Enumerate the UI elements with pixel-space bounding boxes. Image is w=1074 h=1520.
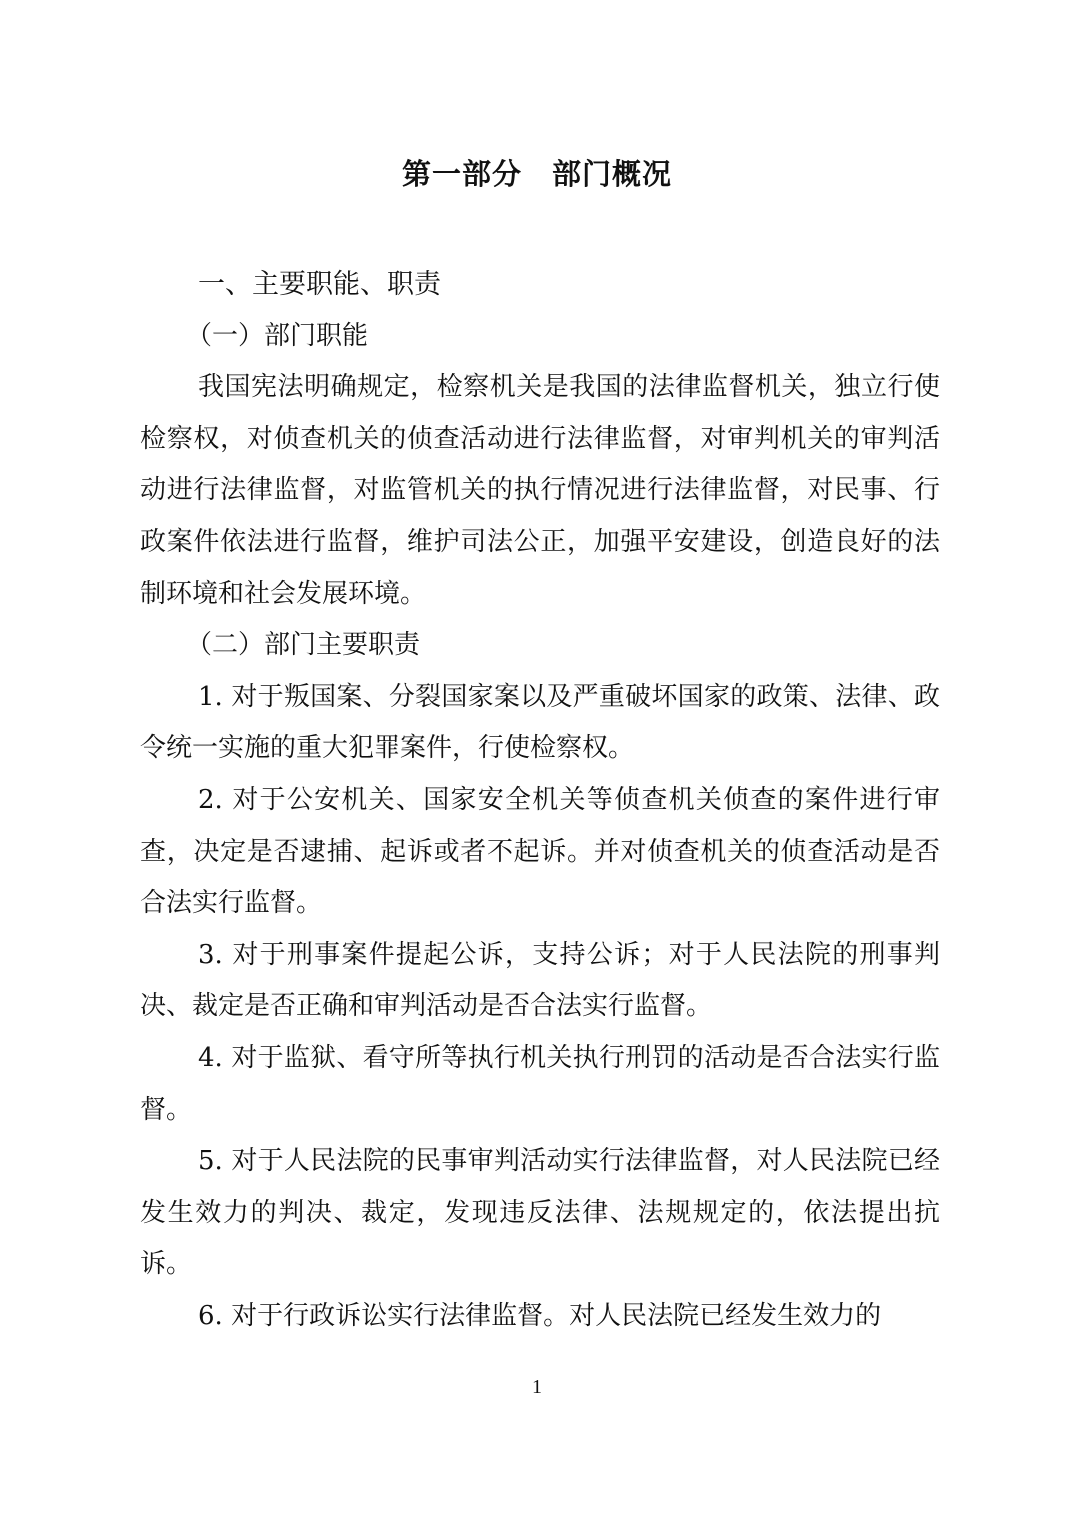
duty-item-6: 6. 对于行政诉讼实行法律监督。对人民法院已经发生效力的 xyxy=(198,1300,882,1331)
subsection-heading-duties: （二）部门主要职责 xyxy=(186,630,421,661)
duty-item-1: 1. 对于叛国案、分裂国家案以及严重破坏国家的政策、法律、政令统一实施的重大犯罪案件，行使检察权。 xyxy=(140,681,940,764)
section-heading: 一、主要职能、职责 xyxy=(198,269,441,300)
duty-item-4: 4. 对于监狱、看守所等执行机关执行刑罚的活动是否合法实行监督。 xyxy=(140,1042,940,1125)
document-body xyxy=(140,259,940,1342)
page-number: 1 xyxy=(532,1376,542,1398)
duty-item-2: 2. 对于公安机关、国家安全机关等侦查机关侦查的案件进行审查，决定是否逮捕、起诉或者不起诉。并对侦查机关的侦查活动是否合法实行监督。 xyxy=(140,784,940,919)
functions-paragraph: 我国宪法明确规定，检察机关是我国的法律监督机关，独立行使检察权，对侦查机关的侦查活动进行法律监督，对审判机关的审判活动进行法律监督，对监管机关的执行情况进行法律监督，对民事、行政案件依法进行监督，维护司法公正，加强平安建设，创造良好的法制环境和社会发展环境。 xyxy=(140,372,940,609)
duty-item-5: 5. 对于人民法院的民事审判活动实行法律监督，对人民法院已经发生效力的判决、裁定，发现违反法律、法规规定的，依法提出抗诉。 xyxy=(140,1146,940,1280)
duty-item-3: 3. 对于刑事案件提起公诉，支持公诉；对于人民法院的刑事判决、裁定是否正确和审判活动是否合法实行监督。 xyxy=(140,939,940,1022)
page-title: 第一部分 部门概况 xyxy=(401,157,672,191)
subsection-heading-functions: （一）部门职能 xyxy=(186,320,369,351)
